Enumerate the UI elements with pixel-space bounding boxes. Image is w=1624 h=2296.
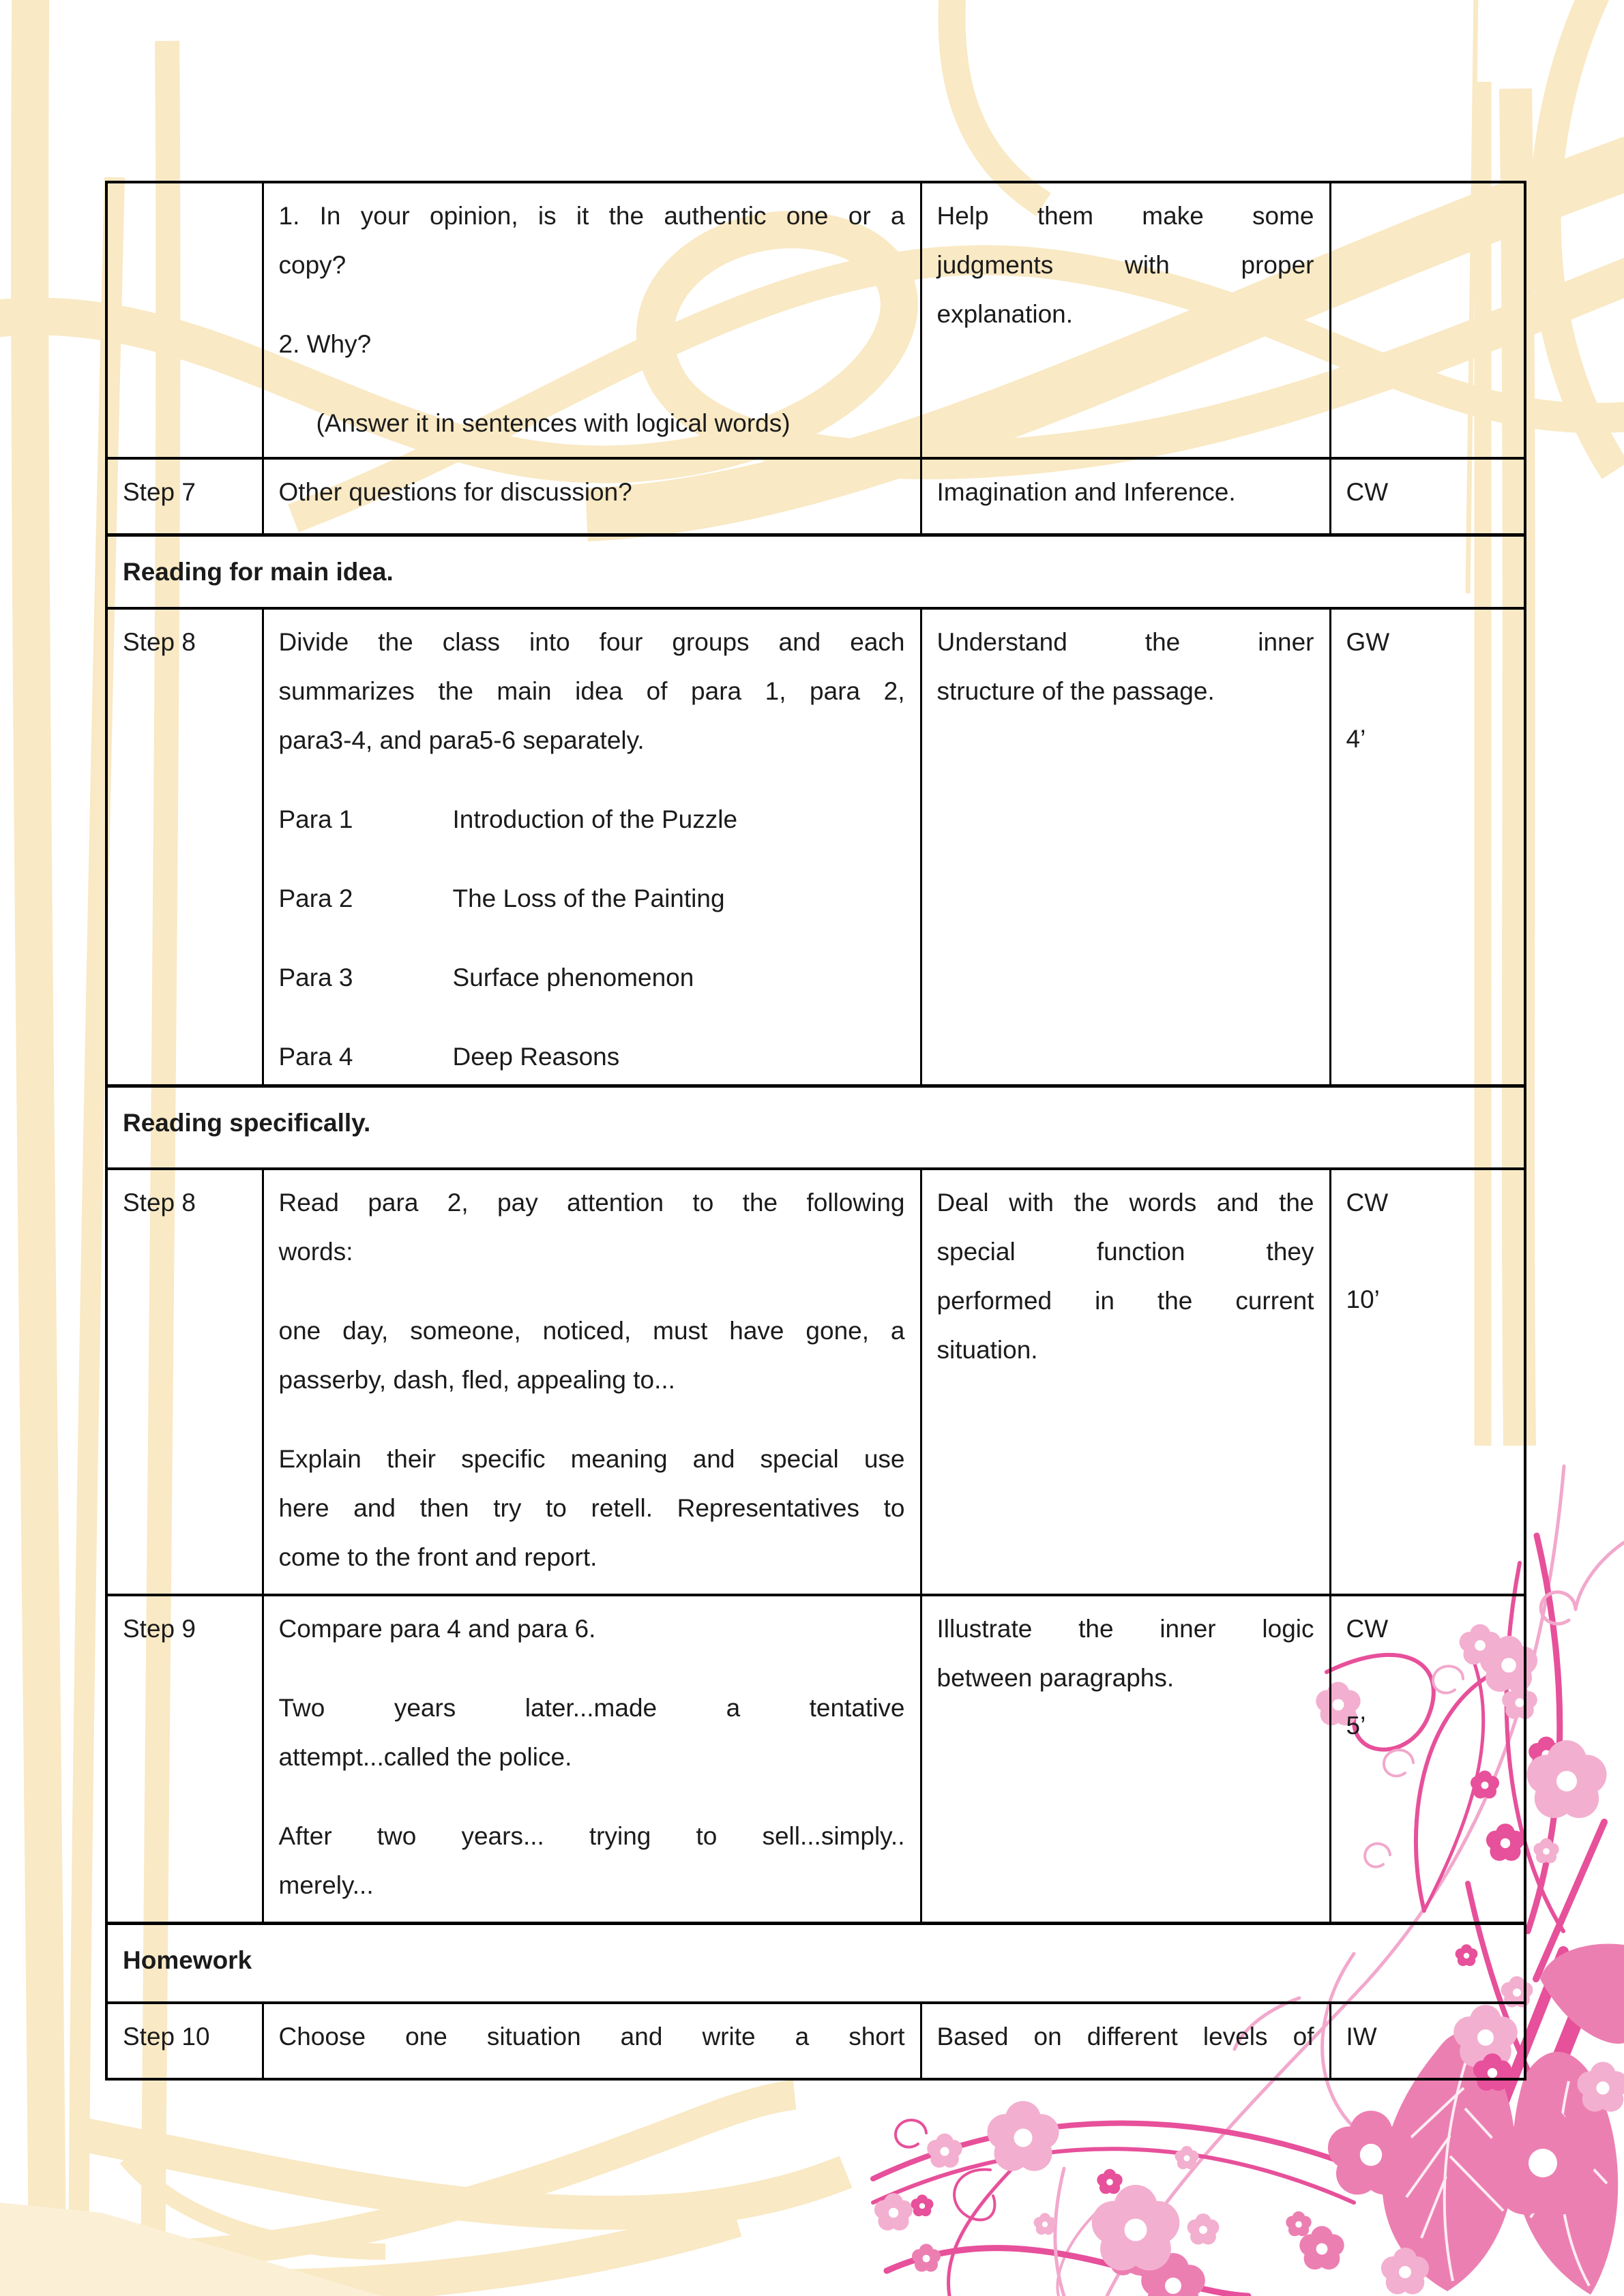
text-line: merely... <box>278 1871 374 1899</box>
paragraph <box>279 1684 905 1782</box>
text-line: Read para 2, pay attention to the following <box>278 1189 905 1217</box>
para-summary-row <box>279 795 905 844</box>
flower-icon <box>1533 1838 1559 1864</box>
section-header: Reading specifically. <box>106 1086 1525 1169</box>
flower-icon <box>1097 2169 1122 2194</box>
para-label: Para 4 <box>278 1043 353 1071</box>
text-line: attempt...called the police. <box>278 1743 572 1771</box>
text-line: Illustrate the inner logic <box>936 1615 1314 1643</box>
text-line: Understand the inner <box>936 628 1314 656</box>
organization-cell <box>1330 608 1525 1086</box>
text-line: Imagination and Inference. <box>936 478 1236 506</box>
step-cell: Step 8 <box>106 1169 263 1595</box>
text-line: summarizes the main idea of para 1, para 2, <box>278 677 905 705</box>
flower-icon <box>1175 2146 1199 2169</box>
flower-icon <box>911 2194 934 2216</box>
content-cell <box>263 608 921 1086</box>
step-cell: Step 9 <box>106 1595 263 1923</box>
table-row <box>106 1595 1525 1923</box>
flower-icon <box>1034 2213 1057 2235</box>
flower-icon <box>927 2134 962 2168</box>
content-cell <box>263 458 921 535</box>
text-line: para3-4, and para5-6 separately. <box>278 726 645 754</box>
para-title: Surface phenomenon <box>452 964 694 992</box>
text-line: situation. <box>936 1336 1038 1364</box>
text-line: Two years later...made a tentative <box>278 1694 905 1722</box>
para-title: The Loss of the Painting <box>452 884 725 912</box>
step-cell: Step 10 <box>106 2003 263 2079</box>
paragraph <box>279 320 905 369</box>
text-line: Choose one situation and write a short <box>278 2023 905 2051</box>
text-line: here and then try to retell. Representatives to <box>278 1494 905 1522</box>
purpose-cell <box>921 2003 1330 2079</box>
text-line: Divide the class into four groups and each <box>278 628 905 656</box>
text-line: Help them make some <box>936 202 1314 230</box>
organization-cell <box>1330 1169 1525 1595</box>
section-header: Reading for main idea. <box>106 535 1525 608</box>
text-line: structure of the passage. <box>936 677 1215 705</box>
text-line: come to the front and report. <box>278 1543 597 1571</box>
paragraph <box>937 618 1314 716</box>
table-row <box>106 458 1525 535</box>
organization-cell <box>1330 1595 1525 1923</box>
paragraph <box>279 1605 905 1654</box>
text-line: performed in the current <box>936 1287 1314 1315</box>
para-summary-row <box>279 874 905 923</box>
text-line: one day, someone, noticed, must have gone, a <box>278 1317 905 1345</box>
text-line: After two years... trying to sell...simply.. <box>278 1822 905 1850</box>
org-code: CW <box>1346 478 1389 506</box>
organization-cell <box>1330 458 1525 535</box>
text-line: words: <box>278 1238 353 1266</box>
text-line: (Answer it in sentences with logical words) <box>316 409 791 437</box>
paragraph <box>937 2012 1314 2061</box>
text-line: Other questions for discussion? <box>278 478 632 506</box>
text-line: Explain their specific meaning and special use <box>278 1445 905 1473</box>
paragraph <box>279 2012 905 2061</box>
org-code: IW <box>1346 2023 1377 2051</box>
paragraph <box>279 1812 905 1910</box>
para-title: Introduction of the Puzzle <box>452 805 738 833</box>
paragraph <box>279 1178 905 1277</box>
paragraph <box>279 399 905 448</box>
purpose-cell <box>921 608 1330 1086</box>
paragraph <box>937 1605 1314 1703</box>
purpose-cell <box>921 458 1330 535</box>
organization-cell <box>1330 182 1525 458</box>
para-label: Para 2 <box>278 884 353 912</box>
paragraph <box>279 618 905 765</box>
purpose-cell <box>921 182 1330 458</box>
paragraph <box>279 1307 905 1405</box>
paragraph <box>279 468 905 517</box>
text-line: Based on different levels of <box>936 2023 1314 2051</box>
flower-icon <box>987 2101 1059 2171</box>
text-line: special function they <box>936 1238 1314 1266</box>
flower-icon <box>1092 2185 1180 2271</box>
text-line: between paragraphs. <box>936 1664 1175 1692</box>
para-title: Deep Reasons <box>452 1043 620 1071</box>
org-time: 5’ <box>1346 1712 1366 1740</box>
text-line: Compare para 4 and para 6. <box>278 1615 596 1643</box>
org-time: 10’ <box>1346 1285 1380 1313</box>
text-line: Deal with the words and the <box>936 1189 1314 1217</box>
para-label: Para 3 <box>278 964 353 992</box>
organization-cell <box>1330 2003 1525 2079</box>
content-cell <box>263 1595 921 1923</box>
text-line: judgments with proper <box>936 251 1314 279</box>
flower-icon <box>912 2243 941 2271</box>
paragraph <box>937 192 1314 339</box>
table-row <box>106 2003 1525 2079</box>
para-label: Para 1 <box>278 805 353 833</box>
org-time: 4’ <box>1346 725 1366 753</box>
paragraph <box>937 1178 1314 1375</box>
step-cell: Step 8 <box>106 608 263 1086</box>
step-cell <box>106 182 263 458</box>
section-row <box>106 1923 1525 2003</box>
flower-icon <box>1286 2211 1311 2237</box>
table-row <box>106 608 1525 1086</box>
flower-icon <box>1187 2213 1220 2245</box>
lesson-plan-table <box>105 181 1526 2081</box>
text-line: 1. In your opinion, is it the authentic one or a <box>278 202 905 230</box>
org-code: CW <box>1346 1615 1389 1643</box>
text-line: passerby, dash, fled, appealing to... <box>278 1366 675 1394</box>
paragraph <box>279 192 905 290</box>
section-row <box>106 535 1525 608</box>
org-code: GW <box>1346 628 1390 656</box>
section-row <box>106 1086 1525 1169</box>
step-cell: Step 7 <box>106 458 263 535</box>
content-cell <box>263 1169 921 1595</box>
para-summary-row <box>279 953 905 1002</box>
paragraph <box>279 1435 905 1582</box>
text-line: 2. Why? <box>278 330 372 358</box>
table-row <box>106 182 1525 458</box>
paragraph <box>937 468 1314 517</box>
section-header: Homework <box>106 1923 1525 2003</box>
table-row <box>106 1169 1525 1595</box>
text-line: explanation. <box>936 300 1074 328</box>
content-cell <box>263 182 921 458</box>
purpose-cell <box>921 1169 1330 1595</box>
text-line: copy? <box>278 251 346 279</box>
content-cell <box>263 2003 921 2079</box>
purpose-cell <box>921 1595 1330 1923</box>
org-code: CW <box>1346 1189 1389 1217</box>
para-summary-row <box>279 1032 905 1082</box>
